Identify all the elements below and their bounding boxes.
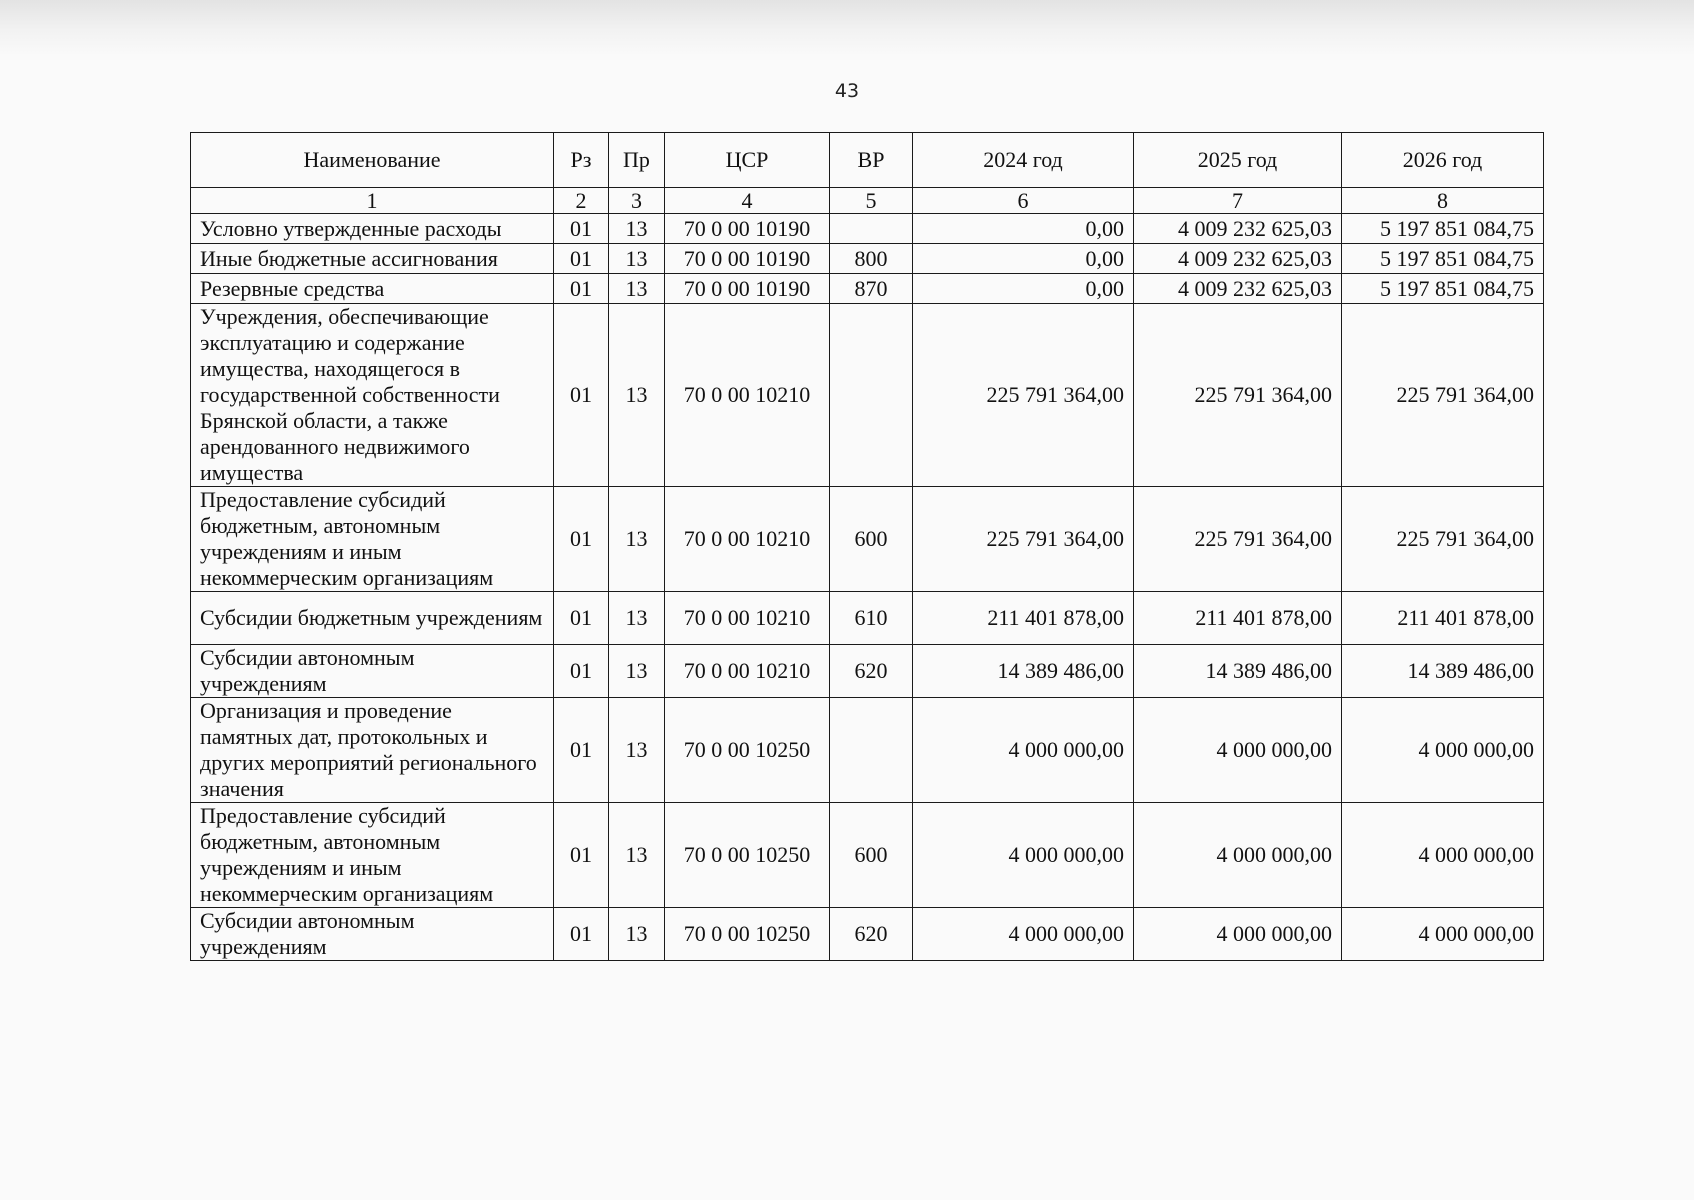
cell-csr: 70 0 00 10250 [665,908,830,961]
cell-pr: 13 [609,803,665,908]
cell-csr: 70 0 00 10190 [665,274,830,304]
cell-rz: 01 [554,698,609,803]
cell-rz: 01 [554,214,609,244]
header-name: Наименование [191,133,554,188]
column-number: 7 [1134,188,1342,214]
cell-name: Субсидии бюджетным учреждениям [191,592,554,645]
table-row [191,304,1544,487]
column-number-row [191,188,1544,214]
table-row [191,803,1544,908]
cell-csr: 70 0 00 10210 [665,592,830,645]
cell-rz: 01 [554,244,609,274]
cell-2026: 14 389 486,00 [1342,645,1544,698]
cell-2026: 4 000 000,00 [1342,908,1544,961]
cell-vr: 600 [830,803,913,908]
cell-2025: 225 791 364,00 [1134,487,1342,592]
cell-2026: 5 197 851 084,75 [1342,214,1544,244]
cell-name: Организация и проведение памятных дат, протокольных и других мероприятий регионального значения [191,698,554,803]
header-2026: 2026 год [1342,133,1544,188]
table-row [191,244,1544,274]
cell-rz: 01 [554,645,609,698]
cell-pr: 13 [609,304,665,487]
cell-pr: 13 [609,908,665,961]
cell-rz: 01 [554,592,609,645]
cell-2025: 4 009 232 625,03 [1134,244,1342,274]
cell-pr: 13 [609,274,665,304]
cell-vr: 600 [830,487,913,592]
cell-csr: 70 0 00 10190 [665,244,830,274]
cell-vr [830,214,913,244]
header-csr: ЦСР [665,133,830,188]
cell-name: Иные бюджетные ассигнования [191,244,554,274]
table-row [191,274,1544,304]
cell-name: Субсидии автономным учреждениям [191,645,554,698]
cell-csr: 70 0 00 10190 [665,214,830,244]
column-number: 5 [830,188,913,214]
table-row [191,214,1544,244]
cell-rz: 01 [554,487,609,592]
table-row [191,698,1544,803]
cell-2025: 4 009 232 625,03 [1134,214,1342,244]
cell-2025: 4 000 000,00 [1134,698,1342,803]
cell-2025: 4 009 232 625,03 [1134,274,1342,304]
page-number: 43 [834,80,860,102]
cell-2026: 225 791 364,00 [1342,304,1544,487]
cell-2024: 225 791 364,00 [913,487,1134,592]
cell-2024: 0,00 [913,274,1134,304]
cell-name: Предоставление субсидий бюджетным, автономным учреждениям и иным некоммерческим организациям [191,803,554,908]
budget-table [190,132,1544,961]
table-row [191,487,1544,592]
cell-csr: 70 0 00 10210 [665,304,830,487]
header-pr: Пр [609,133,665,188]
table-row [191,645,1544,698]
cell-pr: 13 [609,244,665,274]
scan-shadow [0,0,1694,56]
cell-pr: 13 [609,487,665,592]
header-2024: 2024 год [913,133,1134,188]
cell-csr: 70 0 00 10250 [665,803,830,908]
cell-2024: 4 000 000,00 [913,908,1134,961]
header-rz: Рз [554,133,609,188]
cell-rz: 01 [554,304,609,487]
header-2025: 2025 год [1134,133,1342,188]
cell-2024: 211 401 878,00 [913,592,1134,645]
cell-2024: 0,00 [913,244,1134,274]
cell-vr: 800 [830,244,913,274]
header-vr: ВР [830,133,913,188]
cell-name: Условно утвержденные расходы [191,214,554,244]
cell-vr [830,698,913,803]
cell-name: Учреждения, обеспечивающие эксплуатацию и содержание имущества, находящегося в государственной собственности Брянской области, а также арендованного недвижимого имущества [191,304,554,487]
cell-pr: 13 [609,698,665,803]
cell-pr: 13 [609,645,665,698]
cell-2024: 0,00 [913,214,1134,244]
cell-2024: 14 389 486,00 [913,645,1134,698]
cell-2025: 4 000 000,00 [1134,803,1342,908]
cell-2024: 4 000 000,00 [913,698,1134,803]
cell-2026: 5 197 851 084,75 [1342,244,1544,274]
cell-pr: 13 [609,592,665,645]
column-number: 6 [913,188,1134,214]
cell-2025: 14 389 486,00 [1134,645,1342,698]
cell-2025: 4 000 000,00 [1134,908,1342,961]
column-number: 8 [1342,188,1544,214]
cell-name: Резервные средства [191,274,554,304]
cell-csr: 70 0 00 10210 [665,645,830,698]
cell-name: Субсидии автономным учреждениям [191,908,554,961]
cell-vr: 620 [830,908,913,961]
cell-2026: 225 791 364,00 [1342,487,1544,592]
header-row [191,133,1544,188]
cell-2026: 5 197 851 084,75 [1342,274,1544,304]
cell-2025: 225 791 364,00 [1134,304,1342,487]
cell-name: Предоставление субсидий бюджетным, автономным учреждениям и иным некоммерческим организациям [191,487,554,592]
cell-vr: 870 [830,274,913,304]
cell-pr: 13 [609,214,665,244]
column-number: 1 [191,188,554,214]
column-number: 4 [665,188,830,214]
column-number: 3 [609,188,665,214]
cell-2024: 4 000 000,00 [913,803,1134,908]
cell-vr: 620 [830,645,913,698]
cell-2026: 4 000 000,00 [1342,698,1544,803]
cell-vr: 610 [830,592,913,645]
cell-rz: 01 [554,803,609,908]
cell-rz: 01 [554,274,609,304]
cell-2024: 225 791 364,00 [913,304,1134,487]
cell-2026: 4 000 000,00 [1342,803,1544,908]
cell-rz: 01 [554,908,609,961]
table-row [191,908,1544,961]
cell-csr: 70 0 00 10250 [665,698,830,803]
cell-2026: 211 401 878,00 [1342,592,1544,645]
column-number: 2 [554,188,609,214]
cell-2025: 211 401 878,00 [1134,592,1342,645]
cell-vr [830,304,913,487]
table-row [191,592,1544,645]
cell-csr: 70 0 00 10210 [665,487,830,592]
